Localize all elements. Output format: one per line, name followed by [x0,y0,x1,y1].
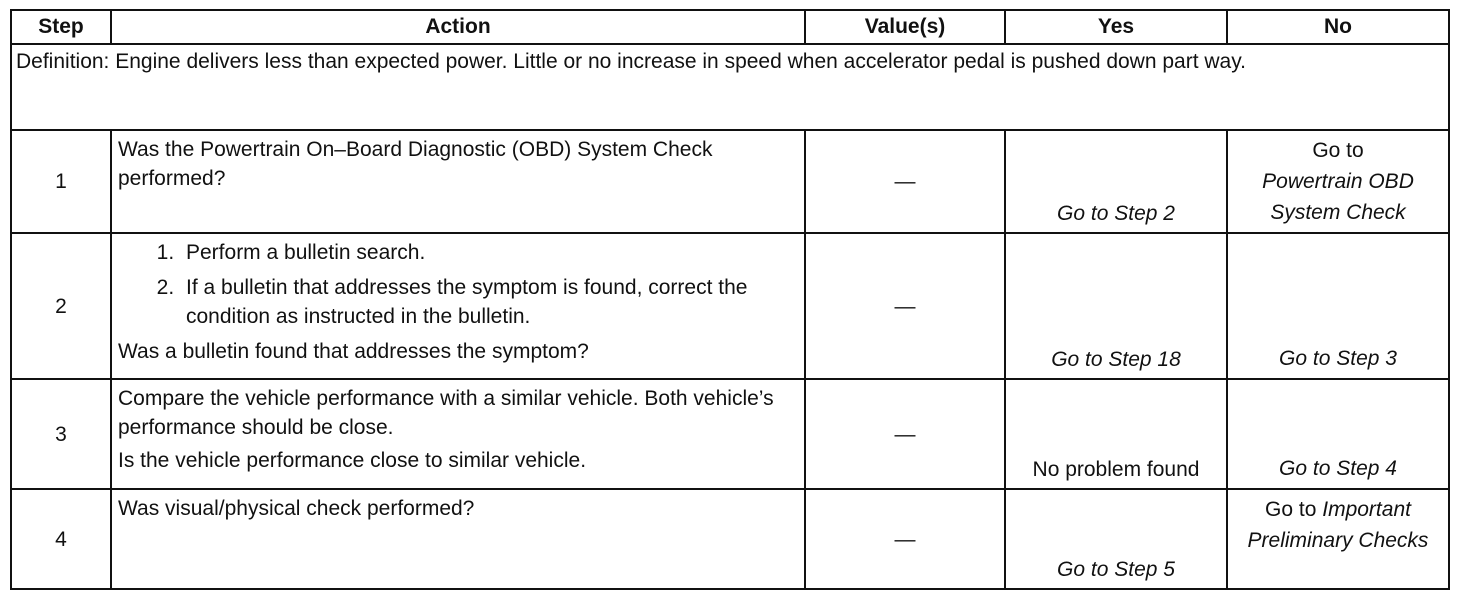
action-list-item: 1. Perform a bulletin search. [180,238,798,267]
action-text: Was visual/physical check performed? [111,489,805,589]
action-list [118,238,798,331]
yes-link[interactable]: Go to Step 5 [1005,489,1227,589]
header-action: Action [111,10,805,44]
table-row [11,379,1449,489]
table-row [11,233,1449,379]
no-cell[interactable] [1227,489,1449,589]
yes-link[interactable]: Go to Step 18 [1005,233,1227,379]
step-number: 3 [11,379,111,489]
value-cell: — [805,489,1005,589]
header-step: Step [11,10,111,44]
no-cell[interactable] [1227,130,1449,233]
header-yes: Yes [1005,10,1227,44]
value-cell: — [805,379,1005,489]
diagnostic-table [10,9,1450,590]
action-question: Is the vehicle performance close to similar vehicle. [118,449,587,472]
no-prefix: Go to [1312,139,1364,162]
header-row [11,10,1449,44]
yes-result: No problem found [1005,379,1227,489]
definition-row [11,44,1449,130]
no-link[interactable]: Go to Step 4 [1227,379,1449,489]
action-text: Compare the vehicle performance with a similar vehicle. Both vehicle’s performance should be close. [118,387,774,439]
action-cell [111,233,805,379]
definition-text: Definition: Engine delivers less than expected power. Little or no increase in speed when accelerator pedal is pushed down part way. [11,44,1449,130]
step-number: 1 [11,130,111,233]
value-cell: — [805,233,1005,379]
step-number: 4 [11,489,111,589]
step-number: 2 [11,233,111,379]
no-link[interactable]: Go to Step 3 [1227,233,1449,379]
value-cell: — [805,130,1005,233]
action-list-item: 2. If a bulletin that addresses the symptom is found, correct the condition as instructed in the bulletin. [180,273,798,331]
no-link[interactable]: Powertrain OBD System Check [1262,170,1414,224]
header-no: No [1227,10,1449,44]
action-question: Was a bulletin found that addresses the symptom? [118,340,589,363]
action-text: Was the Powertrain On–Board Diagnostic (OBD) System Check performed? [111,130,805,233]
action-cell [111,379,805,489]
no-prefix: Go to [1265,498,1317,521]
yes-link[interactable]: Go to Step 2 [1005,130,1227,233]
header-values: Value(s) [805,10,1005,44]
table-row [11,489,1449,589]
no-link[interactable]: Important Preliminary Checks [1247,498,1429,552]
table-row [11,130,1449,233]
